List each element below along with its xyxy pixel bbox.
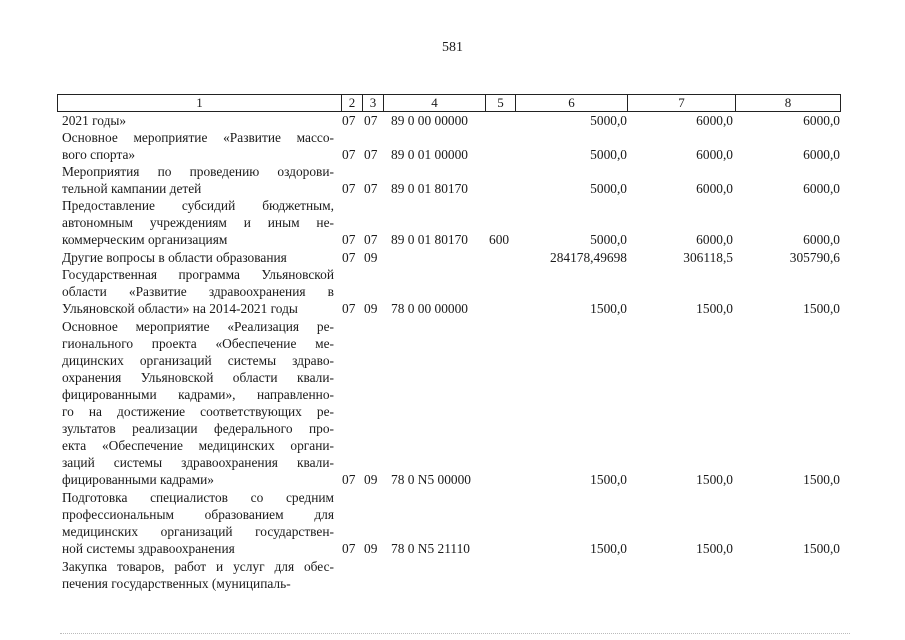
cell-c7: 1500,0 (696, 301, 733, 316)
row-description (62, 489, 334, 557)
row-description (62, 129, 334, 163)
cell-c7: 306118,5 (683, 250, 733, 265)
header-col-3: 3 (362, 95, 383, 111)
cell-c3: 09 (364, 472, 378, 487)
description-line: фицированными кадрами», направленно- (62, 387, 334, 402)
cell-c6: 5000,0 (590, 232, 627, 247)
cell-c4: 89 0 01 80170 (391, 181, 468, 196)
description-line: Другие вопросы в области образования (62, 250, 287, 265)
cell-c7: 1500,0 (696, 541, 733, 556)
cell-c2: 07 (342, 472, 356, 487)
cell-c4: 89 0 01 00000 (391, 147, 468, 162)
cell-c3: 09 (364, 250, 378, 265)
cell-c2: 07 (342, 250, 356, 265)
cell-c8: 6000,0 (803, 181, 840, 196)
cell-c4: 89 0 01 80170 (391, 232, 468, 247)
cell-c4: 78 0 N5 21110 (391, 541, 470, 556)
table-header (57, 94, 841, 112)
description-line: Государственная программа Ульяновской (62, 267, 334, 282)
page-number: 581 (442, 40, 463, 55)
description-line: гионального проекта «Обеспечение ме- (62, 336, 334, 351)
cell-c7: 6000,0 (696, 147, 733, 162)
cell-c3: 07 (364, 147, 378, 162)
description-line: екта «Обеспечение медицинских органи- (62, 438, 334, 453)
cell-c3: 09 (364, 541, 378, 556)
cell-c2: 07 (342, 147, 356, 162)
header-col-1: 1 (196, 95, 203, 110)
cell-c2: 07 (342, 181, 356, 196)
cell-c7: 6000,0 (696, 232, 733, 247)
cell-c3: 07 (364, 181, 378, 196)
description-line: вого спорта» (62, 147, 136, 162)
cell-c6: 5000,0 (590, 147, 627, 162)
row-description (62, 558, 334, 592)
cell-c4: 78 0 N5 00000 (391, 472, 471, 487)
description-line: Ульяновской области» на 2014-2021 годы (62, 301, 298, 316)
cell-c6: 5000,0 (590, 181, 627, 196)
description-line: 2021 годы» (62, 113, 127, 128)
scan-edge-divider (60, 633, 850, 635)
row-description (62, 197, 334, 248)
header-col-7: 7 (627, 95, 735, 111)
description-line: Основное мероприятие «Развитие массо- (62, 130, 334, 145)
header-col-2: 2 (341, 95, 362, 111)
description-line: Подготовка специалистов со средним (62, 490, 334, 505)
description-line: печения государственных (муниципаль- (62, 576, 291, 591)
cell-c6: 5000,0 (590, 113, 627, 128)
row-description (62, 249, 334, 266)
description-line: коммерческим организациям (62, 232, 228, 247)
description-line: тельной кампании детей (62, 181, 202, 196)
cell-c5: 600 (489, 232, 510, 247)
description-line: Предоставление субсидий бюджетным, (62, 198, 334, 213)
header-col-8: 8 (735, 95, 840, 111)
cell-c3: 07 (364, 113, 378, 128)
cell-c2: 07 (342, 232, 356, 247)
description-line: охранения Ульяновской области квали- (62, 370, 334, 385)
description-line: Закупка товаров, работ и услуг для обес- (62, 559, 334, 574)
description-line: профессиональным образованием для (62, 507, 334, 522)
description-line: Мероприятия по проведению оздорови- (62, 164, 334, 179)
cell-c8: 6000,0 (803, 147, 840, 162)
header-col-5: 5 (485, 95, 515, 111)
cell-c8: 1500,0 (803, 472, 840, 487)
description-line: заций системы здравоохранения квали- (62, 455, 334, 470)
description-line: ной системы здравоохранения (62, 541, 235, 556)
cell-c3: 09 (364, 301, 378, 316)
cell-c8: 1500,0 (803, 541, 840, 556)
cell-c2: 07 (342, 113, 356, 128)
cell-c4: 78 0 00 00000 (391, 301, 468, 316)
description-line: области «Развитие здравоохранения в (62, 284, 334, 299)
row-description (62, 163, 334, 197)
description-line: фицированными кадрами» (62, 472, 215, 487)
row-description (62, 266, 334, 317)
cell-c6: 1500,0 (590, 472, 627, 487)
cell-c3: 07 (364, 232, 378, 247)
cell-c2: 07 (342, 541, 356, 556)
description-line: го на достижение соответствующих ре- (62, 404, 334, 419)
row-description (62, 318, 334, 488)
cell-c6: 284178,49698 (550, 250, 627, 265)
cell-c8: 1500,0 (803, 301, 840, 316)
cell-c7: 6000,0 (696, 113, 733, 128)
header-col-4: 4 (383, 95, 485, 111)
header-col-6: 6 (515, 95, 627, 111)
cell-c6: 1500,0 (590, 301, 627, 316)
cell-c2: 07 (342, 301, 356, 316)
description-line: медицинских организаций государствен- (62, 524, 334, 539)
description-line: дицинских организаций системы здраво- (62, 353, 334, 368)
cell-c4: 89 0 00 00000 (391, 113, 468, 128)
cell-c8: 6000,0 (803, 232, 840, 247)
cell-c8: 6000,0 (803, 113, 840, 128)
description-line: Основное мероприятие «Реализация ре- (62, 319, 334, 334)
cell-c7: 6000,0 (696, 181, 733, 196)
description-line: автономным учреждениям и иным не- (62, 215, 334, 230)
cell-c7: 1500,0 (696, 472, 733, 487)
description-line: зультатов реализации федерального про- (62, 421, 334, 436)
row-description (62, 112, 334, 129)
cell-c6: 1500,0 (590, 541, 627, 556)
cell-c8: 305790,6 (789, 250, 840, 265)
